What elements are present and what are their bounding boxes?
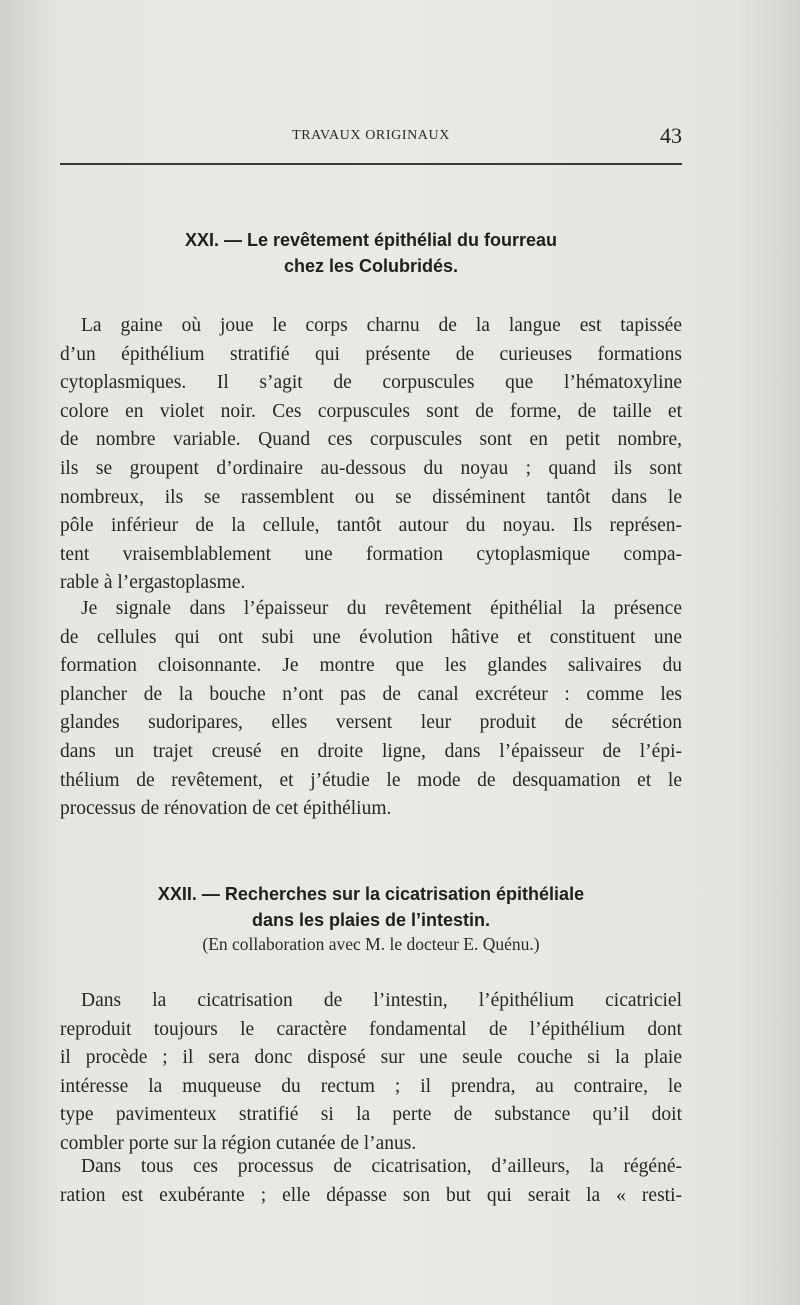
header-rule bbox=[60, 163, 682, 165]
text-line: thélium de revêtement, et j’étudie le mode de desquamation et le bbox=[60, 769, 682, 791]
text-line: rable à l’ergastoplasme. bbox=[60, 572, 246, 594]
text-line: plancher de la bouche n’ont pas de canal excréteur : comme les bbox=[60, 683, 682, 705]
text-line: intéresse la muqueuse du rectum ; il prendra, au contraire, le bbox=[60, 1075, 682, 1097]
text-line: il procède ; il sera donc disposé sur une seule couche si la plaie bbox=[60, 1047, 682, 1069]
collaboration-note: (En collaboration avec M. le docteur E. Quénu.) bbox=[202, 934, 540, 954]
section-title-line: XXI. — Le revêtement épithélial du fourreau bbox=[184, 230, 558, 250]
text-line: combler porte sur la région cutanée de l’anus. bbox=[60, 1132, 417, 1154]
paragraph-xxii-2 bbox=[60, 1153, 682, 1210]
text-line: tent vraisemblablement une formation cytoplasmique compa- bbox=[60, 543, 682, 565]
paragraph-xxi-1 bbox=[60, 312, 682, 598]
running-title: TRAVAUX ORIGINAUX bbox=[292, 128, 450, 143]
text-line: de nombre variable. Quand ces corpuscules sont en petit nombre, bbox=[60, 429, 682, 451]
section-title-xxi bbox=[60, 227, 682, 279]
text-line: colore en violet noir. Ces corpuscules sont de forme, de taille et bbox=[60, 400, 682, 422]
text-line: Dans tous ces processus de cicatrisation, d’ailleurs, la régéné- bbox=[81, 1156, 682, 1177]
text-line: ils se groupent d’ordinaire au-dessous du noyau ; quand ils sont bbox=[60, 457, 682, 479]
text-line: processus de rénovation de cet épithélium. bbox=[60, 798, 392, 820]
section-title-line: XXII. — Recherches sur la cicatrisation épithéliale bbox=[157, 884, 585, 904]
text-line: nombreux, ils se rassemblent ou se disséminent tantôt dans le bbox=[60, 486, 682, 508]
text-line: reproduit toujours le caractère fondamental de l’épithélium dont bbox=[60, 1018, 682, 1040]
text-line: pôle inférieur de la cellule, tantôt autour du noyau. Ils représen- bbox=[60, 515, 682, 537]
text-line: Je signale dans l’épaisseur du revêtement épithélial la présence bbox=[81, 598, 682, 619]
text-line: de cellules qui ont subi une évolution hâtive et constituent une bbox=[60, 626, 682, 648]
section-title-xxii bbox=[60, 881, 682, 933]
text-line: ration est exubérante ; elle dépasse son but qui serait la « resti- bbox=[60, 1184, 682, 1206]
text-line: glandes sudoripares, elles versent leur produit de sécrétion bbox=[60, 712, 682, 734]
text-line: Dans la cicatrisation de l’intestin, l’épithélium cicatriciel bbox=[81, 990, 682, 1011]
text-line: La gaine où joue le corps charnu de la langue est tapissée bbox=[81, 315, 682, 336]
paragraph-xxii-1 bbox=[60, 987, 682, 1159]
text-line: cytoplasmiques. Il s’agit de corpuscules que l’hématoxyline bbox=[60, 372, 682, 394]
paragraph-xxi-2 bbox=[60, 595, 682, 824]
text-line: dans un trajet creusé en droite ligne, dans l’épaisseur de l’épi- bbox=[60, 740, 682, 762]
text-line: type pavimenteux stratifié si la perte de substance qu’il doit bbox=[60, 1104, 682, 1126]
page-number: 43 bbox=[660, 123, 682, 148]
page-header bbox=[60, 125, 682, 149]
section-title-line: dans les plaies de l’intestin. bbox=[251, 910, 491, 930]
text-line: formation cloisonnante. Je montre que les glandes salivaires du bbox=[60, 655, 682, 677]
text-line: d’un épithélium stratifié qui présente de curieuses formations bbox=[60, 343, 682, 365]
section-title-line: chez les Colubridés. bbox=[283, 256, 459, 276]
